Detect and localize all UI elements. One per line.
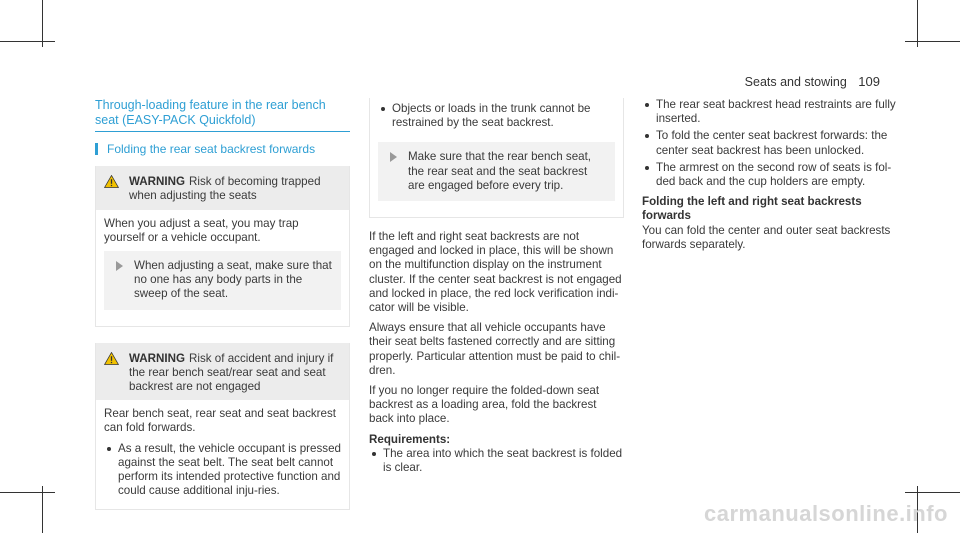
warning-title: WARNING	[129, 351, 186, 365]
paragraph: You can fold the center and outer seat backrests forwards separately.	[642, 223, 891, 251]
warning-header	[96, 166, 349, 209]
sub-heading	[95, 142, 350, 156]
list-item	[642, 161, 907, 189]
warning-block	[95, 166, 350, 326]
list-item	[369, 447, 624, 475]
bullet-dot	[372, 452, 376, 456]
header-section: Seats and stowing	[744, 75, 847, 89]
section-title: Through-loading feature in the rear bench seat (EASY-PACK Quickfold)	[95, 98, 350, 132]
crop-mark	[917, 0, 918, 47]
bullet-dot	[107, 447, 111, 451]
step-arrow-icon	[116, 261, 123, 271]
procedure-heading: Folding the left and right seat backrests forwards	[642, 195, 862, 223]
column-1	[95, 98, 350, 520]
bullet-dot	[645, 134, 649, 138]
warning-body	[96, 210, 349, 326]
warning-triangle-icon	[104, 175, 119, 188]
paragraph: If you no longer require the folded-down seat backrest as a loading area, fold the backrest back into place.	[369, 384, 600, 426]
warning-continuation	[369, 98, 624, 218]
crop-mark	[0, 41, 55, 42]
action-step	[104, 251, 341, 310]
list-item-text: Objects or loads in the trunk cannot be restrained by the seat backrest.	[392, 102, 591, 130]
warning-message: Risk of accident and injury if the rear bench seat/rear seat and seat backrest are not engaged	[129, 351, 334, 394]
crop-mark	[0, 492, 55, 493]
warning-block	[95, 343, 350, 511]
page-header	[745, 74, 880, 89]
list-item	[642, 129, 907, 157]
list-item	[642, 98, 907, 126]
crop-mark	[42, 486, 43, 533]
list-item-text: As a result, the vehicle occupant is pressed against the seat belt. The seat belt cannot perform its intended protective function and could cause additional inju-ries.	[118, 441, 341, 498]
warning-triangle-icon	[104, 352, 119, 365]
bullet-dot	[645, 103, 649, 107]
column-2	[369, 98, 624, 478]
crop-mark	[905, 492, 960, 493]
crop-mark	[42, 0, 43, 47]
list-item-text: To fold the center seat backrest forwards: the center seat backrest has been unlocked.	[656, 129, 888, 157]
warning-title: WARNING	[129, 175, 186, 189]
step-text: When adjusting a seat, make sure that no one has any body parts in the sweep of the seat.	[134, 259, 332, 301]
column-3	[642, 98, 907, 258]
warning-text	[104, 352, 341, 395]
paragraph: If the left and right seat backrests are not engaged and locked in place, this will be shown on the multifunction display on the instrument cluster. If the center seat backrest is not engaged and locked in place, the red lock verification indi-cator will be visible.	[369, 230, 622, 315]
action-step	[378, 142, 615, 201]
sub-heading-text: Folding the rear seat backrest forwards	[107, 142, 316, 156]
warning-text	[104, 175, 341, 203]
list-item	[378, 102, 615, 130]
list-item	[104, 442, 341, 499]
bullet-dot	[381, 107, 385, 111]
warning-message: Risk of becoming trapped when adjusting the seats	[129, 175, 321, 203]
watermark: carmanualsonline.info	[704, 501, 948, 526]
warning-paragraph: When you adjust a seat, you may trap yourself or a vehicle occupant.	[104, 216, 299, 244]
crop-mark	[905, 41, 960, 42]
warning-paragraph: Rear bench seat, rear seat and seat backrest can fold forwards.	[104, 407, 337, 435]
step-arrow-icon	[390, 152, 397, 162]
list-item-text: The armrest on the second row of seats is fol-ded back and the cup holders are empty.	[656, 160, 892, 189]
bullet-dot	[645, 166, 649, 170]
step-text: Make sure that the rear bench seat, the rear seat and the seat backrest are engaged before every trip.	[408, 150, 592, 192]
paragraph: Always ensure that all vehicle occupants have their seat belts fastened correctly and are sitting properly. Particular attention must be paid to chil-dren.	[369, 321, 621, 377]
heading-bar	[95, 143, 98, 155]
requirements-heading: Requirements:	[369, 432, 451, 446]
warning-header	[96, 343, 349, 401]
list-item-text: The rear seat backrest head restraints are fully inserted.	[656, 98, 896, 126]
warning-body	[96, 400, 349, 509]
list-item-text: The area into which the seat backrest is folded is clear.	[383, 446, 623, 475]
page-number: 109	[858, 74, 880, 89]
